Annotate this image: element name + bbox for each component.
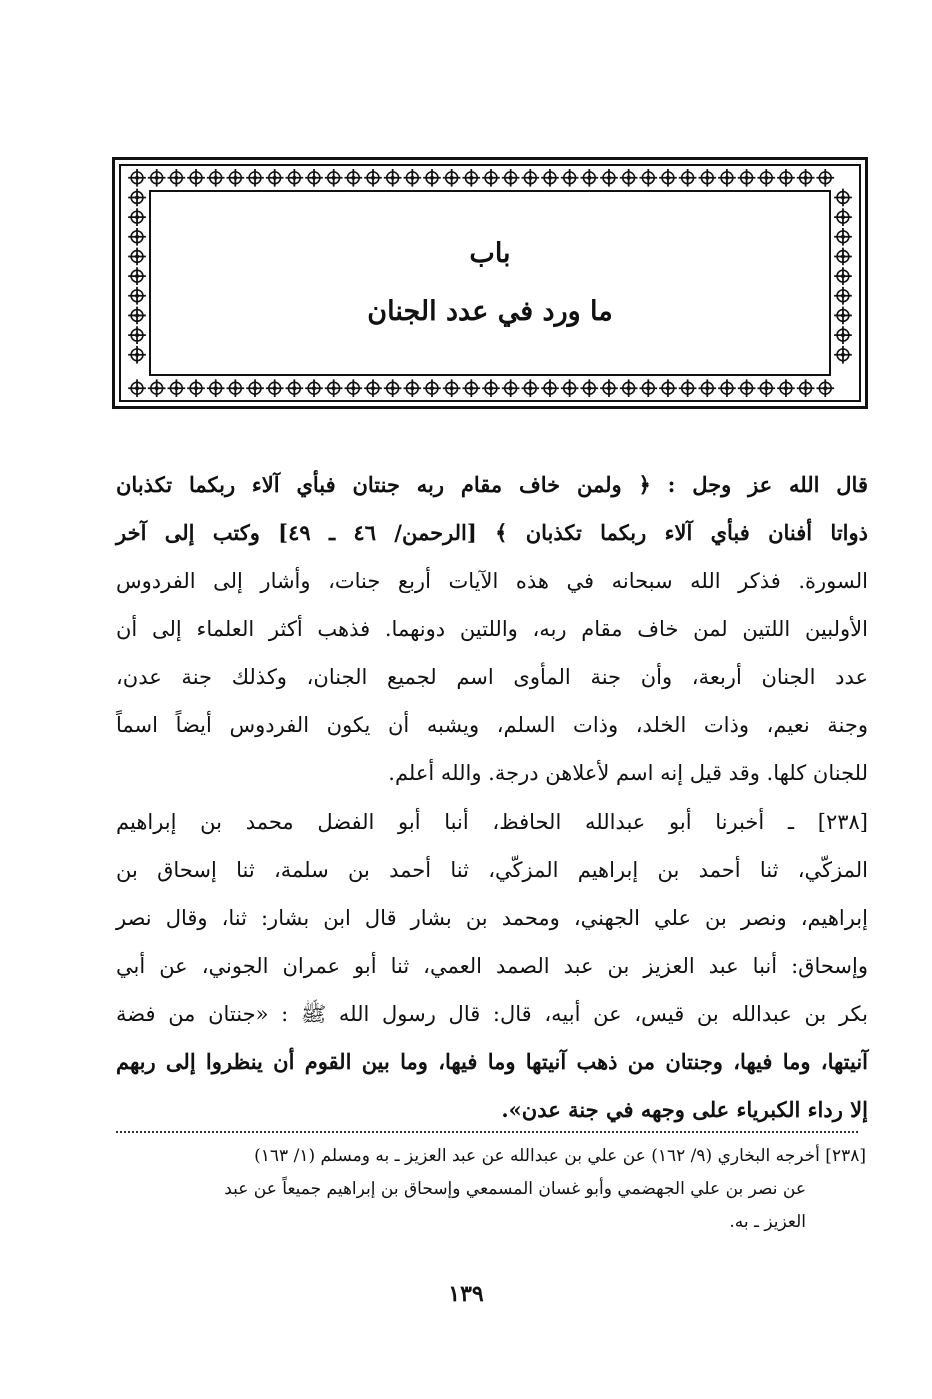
text-line: السورة. فذكر الله سبحانه في هذه الآيات أربع جنات، وأشار إلى الفردوس [116, 569, 868, 593]
text-line: إبراهيم، ونصر بن علي الجهني، ومحمد بن بشار قال ابن بشار: ثنا، وقال نصر [116, 906, 868, 930]
text-line: [٢٣٨] ـ أخبرنا أبو عبدالله الحافظ، أنبا أبو الفضل محمد بن إبراهيم [116, 810, 868, 834]
chapter-title: ما ورد في عدد الجنان [367, 296, 613, 327]
paragraph-hadith-238 [116, 798, 868, 1134]
text-line: قال الله عز وجل : ﴿ ولمن خاف مقام ربه جنتان فبأي آلاء ربكما تكذبان [116, 472, 868, 497]
text-line: وإسحاق: أنبا عبد العزيز بن عبد الصمد العمي، ثنا أبو عمران الجوني، عن أبي [116, 954, 868, 978]
chapter-label: باب [469, 238, 511, 269]
text-line: آنيتها، وما فيها، وجنتان من ذهب آنيتها وما فيها، وما بين القوم أن ينظروا إلى ربهم [116, 1049, 868, 1074]
footnote-line: [٢٣٨] أخرجه البخاري (٩/ ١٦٢) عن علي بن عبدالله عن عبد العزيز ـ به ومسلم (١/ ١٦٣) [254, 1146, 866, 1166]
chapter-title-box [149, 190, 831, 376]
footnote-separator [116, 1131, 858, 1133]
text-line: بكر بن عبدالله بن قيس، عن أبيه، قال: قال رسول الله ﷺ : «جنتان من فضة [116, 1002, 868, 1026]
text-line: المزكّي، ثنا أحمد بن إبراهيم المزكّي، ثنا أحمد بن سلمة، ثنا إسحاق بن [116, 858, 868, 882]
paragraph-quran-intro [116, 461, 868, 797]
text-line: الأولبين اللتين لمن خاف مقام ربه، واللتين دونهما. فذهب أكثر العلماء إلى أن [116, 617, 868, 641]
text-line: للجنان كلها. وقد قيل إنه اسم لأعلاهن درجة. والله أعلم. [388, 761, 868, 785]
chapter-frame [112, 157, 868, 409]
text-line: إلا رداء الكبرياء على وجهه في جنة عدن». [501, 1097, 868, 1122]
page-number: ١٣٩ [448, 1281, 484, 1307]
text-line: ذواتا أفنان فبأي آلاء ربكما تكذبان ﴾ [الرحمن/ ٤٦ ـ ٤٩] وكتب إلى آخر [116, 520, 869, 545]
footnote-line: العزيز ـ به. [729, 1212, 806, 1232]
text-line: وجنة نعيم، وذات الخلد، وذات السلم، ويشبه أن يكون الفردوس أيضاً اسماً [116, 713, 868, 737]
footnote-line: عن نصر بن علي الجهضمي وأبو غسان المسمعي وإسحاق بن إبراهيم جميعاً عن عبد [224, 1179, 806, 1199]
text-line: عدد الجنان أربعة، وأن جنة المأوى اسم لجميع الجنان، وكذلك جنة عدن، [116, 665, 868, 689]
footnote [116, 1140, 866, 1239]
